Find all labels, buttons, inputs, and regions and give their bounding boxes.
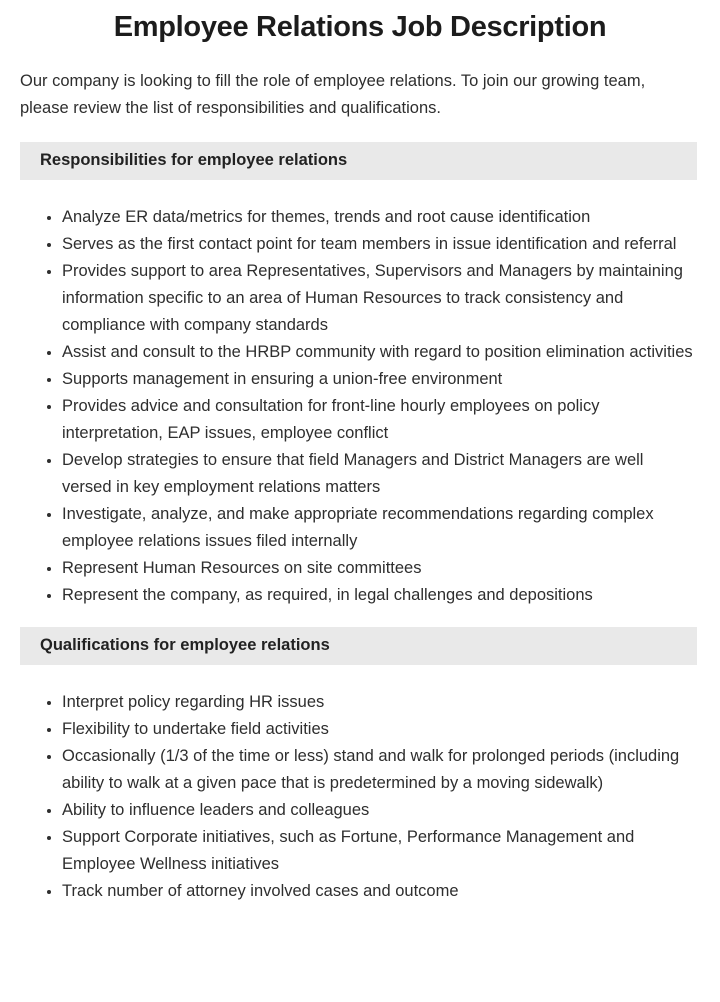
list-item: • Interpret policy regarding HR issues bbox=[62, 689, 697, 716]
list-item: • Ability to influence leaders and colleagues bbox=[62, 797, 697, 824]
list-item: • Provides support to area Representatives, Supervisors and Managers by maintaining information specific to an area of Human Resources to track consistency and compliance with company standards bbox=[62, 258, 697, 339]
responsibilities-list bbox=[20, 204, 697, 609]
qualifications-list bbox=[20, 689, 697, 905]
section-heading-qualifications: Qualifications for employee relations bbox=[40, 636, 330, 654]
section-bar-responsibilities bbox=[20, 142, 697, 180]
list-item: • Provides advice and consultation for front-line hourly employees on policy interpretation, EAP issues, employee conflict bbox=[62, 393, 697, 447]
section-bar-qualifications bbox=[20, 627, 697, 665]
list-item: • Track number of attorney involved cases and outcome bbox=[62, 878, 697, 905]
intro-paragraph: Our company is looking to fill the role of employee relations. To join our growing team, please review the list of responsibilities and qualifications. bbox=[20, 72, 646, 117]
list-item: • Represent Human Resources on site committees bbox=[62, 555, 697, 582]
list-item: • Supports management in ensuring a union-free environment bbox=[62, 366, 697, 393]
page-title: Employee Relations Job Description bbox=[113, 11, 607, 43]
list-item: • Occasionally (1/3 of the time or less) stand and walk for prolonged periods (including ability to walk at a given pace that is predetermined by a moving sidewalk) bbox=[62, 743, 697, 797]
list-item: • Analyze ER data/metrics for themes, trends and root cause identification bbox=[62, 204, 697, 231]
list-item: • Support Corporate initiatives, such as Fortune, Performance Management and Employee Wellness initiatives bbox=[62, 824, 697, 878]
list-item: • Serves as the first contact point for team members in issue identification and referral bbox=[62, 231, 697, 258]
list-item: • Investigate, analyze, and make appropriate recommendations regarding complex employee relations issues filed internally bbox=[62, 501, 697, 555]
list-item: • Represent the company, as required, in legal challenges and depositions bbox=[62, 582, 697, 609]
list-item: • Flexibility to undertake field activities bbox=[62, 716, 697, 743]
list-item: • Develop strategies to ensure that field Managers and District Managers are well versed in key employment relations matters bbox=[62, 447, 697, 501]
section-heading-responsibilities: Responsibilities for employee relations bbox=[40, 151, 348, 169]
list-item: • Assist and consult to the HRBP community with regard to position elimination activities bbox=[62, 339, 697, 366]
